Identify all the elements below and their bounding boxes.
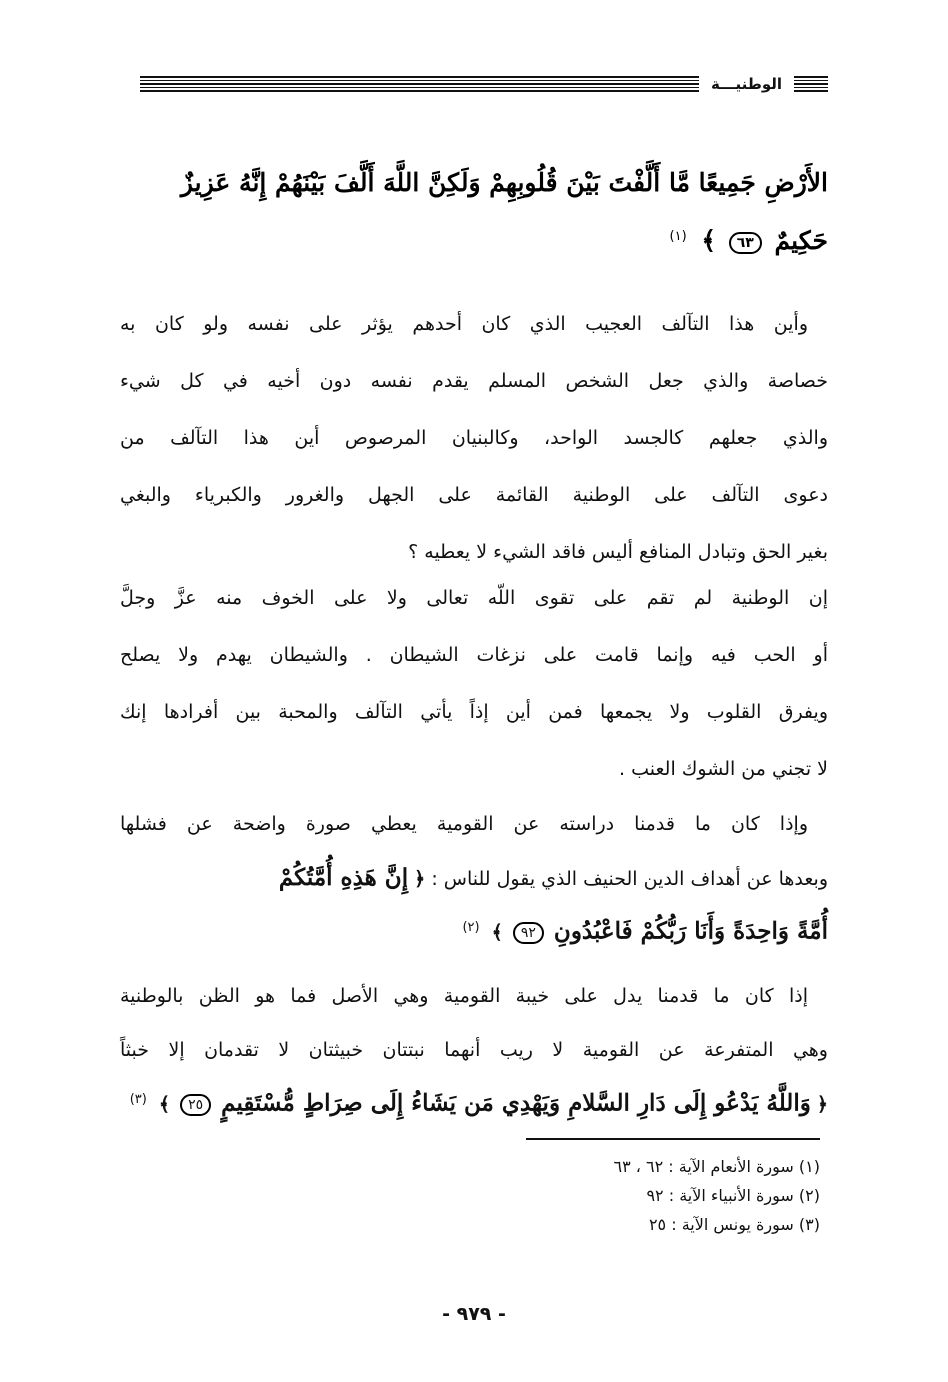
text-line: وهي المتفرعة عن القومية لا ريب أنهما نبتتان خبيثتان لا تقدمان إلا خبثاً xyxy=(120,1039,828,1061)
verse-open-bracket: ﴿ xyxy=(816,1093,828,1116)
footnote-item: (٣) سورة يونس الآية : ٢٥ xyxy=(648,1215,820,1234)
ayah-number-badge: ٩٢ xyxy=(513,922,544,944)
text-line: وأين هذا التآلف العجيب الذي كان أحدهم يؤثر على نفسه ولو كان به xyxy=(120,313,808,335)
verse-text: أُمَّةً وَاحِدَةً وَأَنَا رَبُّكُمْ فَاعْبُدُونِ xyxy=(553,917,828,945)
text-line: ويفرق القلوب ولا يجمعها فمن أين إذاً يأتي التآلف والمحبة بين أفرادها إنك xyxy=(120,701,828,723)
text-segment: وبعدها عن أهداف الدين الحنيف الذي يقول للناس : xyxy=(431,868,828,890)
verse-open-bracket: ﴿ xyxy=(414,868,426,890)
footnotes xyxy=(420,1152,820,1239)
footnote-ref: (٣) xyxy=(129,1092,147,1107)
verse-close-bracket: ﴾ xyxy=(158,1093,171,1116)
text-line: إذا كان ما قدمنا يدل على خيبة القومية وهي الأصل فما هو الظن بالوطنية xyxy=(120,985,808,1007)
verse-text: وَاللَّهُ يَدْعُو إِلَى دَارِ السَّلامِ وَيَهْدِي مَن يَشَاءُ إِلَى صِرَاطٍ مُّسْتَقِيمٍ xyxy=(221,1089,811,1117)
text-line: لا تجني من الشوك العنب . xyxy=(619,758,828,780)
text-line xyxy=(120,853,828,903)
verse-line-2 xyxy=(128,226,828,255)
verse-text: إِنَّ هَذِهِ أُمَّتُكُمْ xyxy=(278,864,409,891)
paragraph-4 xyxy=(120,968,828,1125)
verse-line-1 xyxy=(128,168,828,197)
text-line xyxy=(120,903,828,953)
footnote-ref: (١) xyxy=(669,228,687,244)
running-title: الوطنيـــة xyxy=(710,75,782,93)
ayah-number-badge: ٦٣ xyxy=(729,232,762,254)
footnote-item: (٢) سورة الأنبياء الآية : ٩٢ xyxy=(646,1186,820,1205)
paragraph-2 xyxy=(120,570,828,798)
footnote-item: (١) سورة الأنعام الآية : ٦٢ ، ٦٣ xyxy=(613,1157,820,1176)
page-number: - ٩٧٩ - xyxy=(442,1303,506,1325)
header-ornament-left xyxy=(140,76,699,92)
paragraph-1 xyxy=(120,296,828,581)
running-header xyxy=(140,70,828,98)
text-line: إن الوطنية لم تقم على تقوى اللّه تعالى ولا على الخوف منه عزَّ وجلَّ xyxy=(120,587,828,609)
text-line xyxy=(120,1075,828,1125)
ayah-number-badge: ٢٥ xyxy=(180,1094,211,1116)
footnote-ref: (٢) xyxy=(462,920,480,935)
paragraph-3 xyxy=(120,796,828,953)
verse-text: الأَرْضِ جَمِيعًا مَّا أَلَّفْتَ بَيْنَ قُلُوبِهِمْ وَلَكِنَّ اللَّهَ أَلَّفَ بَيْنَهُمْ إِنَّهُ عَزِيزٌ xyxy=(180,168,828,197)
header-ornament-right xyxy=(794,76,828,92)
verse-close-bracket: ﴾ xyxy=(701,226,717,255)
text-line: أو الحب فيه وإنما قامت على نزغات الشيطان . والشيطان يهدم ولا يصلح xyxy=(120,644,828,666)
text-line: والذي جعلهم كالجسد الواحد، وكالبنيان المرصوص أين هذا التآلف من xyxy=(120,427,828,449)
text-line: خصاصة والذي جعل الشخص المسلم يقدم نفسه دون أخيه في كل شيء xyxy=(120,370,828,392)
text-line: دعوى التآلف على الوطنية القائمة على الجهل والغرور والكبرياء والبغي xyxy=(120,484,828,506)
text-line: بغير الحق وتبادل المنافع أليس فاقد الشيء لا يعطيه ؟ xyxy=(408,541,828,563)
footnote-divider xyxy=(526,1138,820,1140)
verse-text: حَكِيمٌ xyxy=(774,226,828,255)
text-line: وإذا كان ما قدمنا دراسته عن القومية يعطي صورة واضحة عن فشلها xyxy=(120,813,808,835)
verse-close-bracket: ﴾ xyxy=(491,921,503,944)
